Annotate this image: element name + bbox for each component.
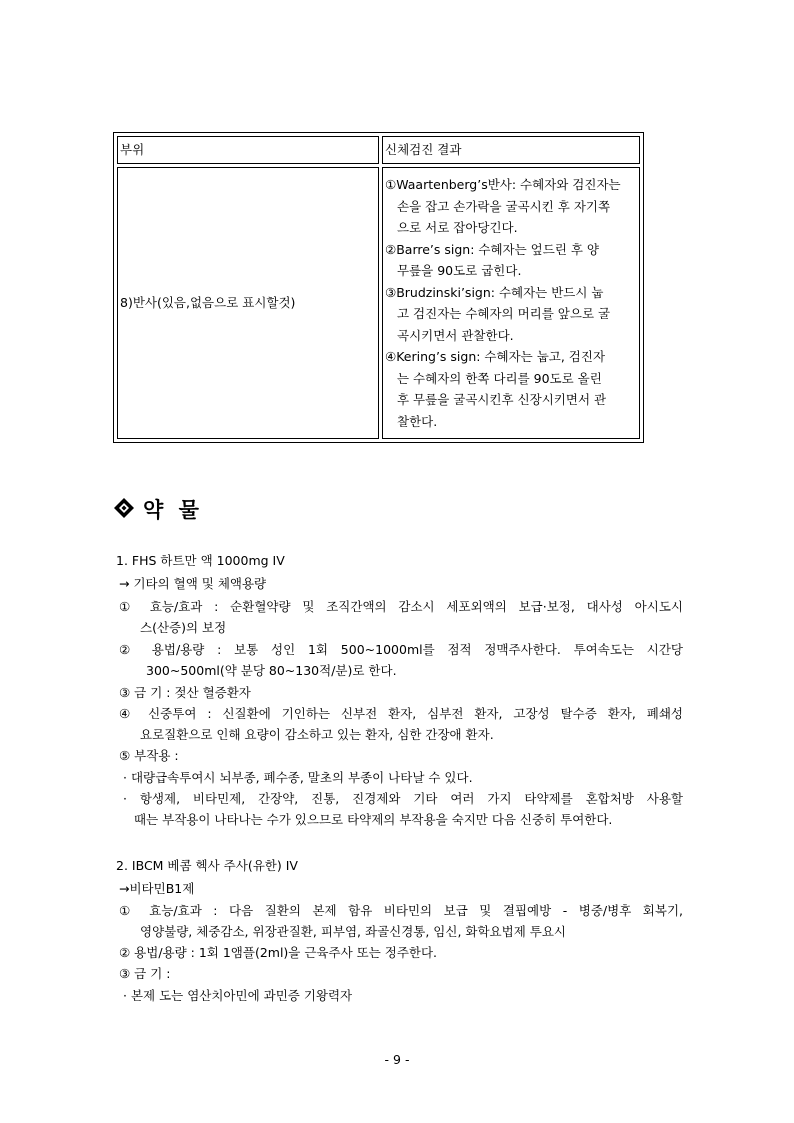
list-item-continuation: 고 검진자는 수혜자의 머리를 앞으로 굴 (397, 306, 611, 321)
section-title: 약 물 (143, 498, 203, 522)
table-cell-body-part: 8)반사(있음,없음으로 표시할것) (117, 167, 379, 439)
drug-2-title: 2. IBCM 베콤 헥사 주사(유한) IV (116, 858, 298, 873)
drug-1-effect-line-2: 스(산증)의 보정 (140, 620, 227, 635)
list-item-continuation: 찰한다. (397, 413, 438, 429)
section-heading (113, 494, 203, 524)
list-item-first-line: ④Kering’s sign: 수혜자는 눕고, 검진자 (385, 349, 606, 364)
drug-1-category: → 기타의 혈액 및 체액용량 (119, 576, 267, 591)
list-item-continuation: 무릎을 90도로 굽힌다. (397, 263, 522, 278)
list-item (385, 239, 637, 282)
drug-2-effect-line-2: 영양불량, 체중감소, 위장관질환, 피부염, 좌골신경통, 임신, 화학요법제 투요시 (140, 924, 566, 939)
list-item (385, 174, 637, 239)
drug-2-contraindication-a: · 본제 도는 염산치아민에 과민증 기왕력자 (123, 988, 353, 1003)
drug-2-category: →비타민B1제 (119, 881, 195, 896)
list-item-first-line: ③Brudzinski’sign: 수혜자는 반드시 눕 (385, 284, 604, 300)
drug-1-side-effect-b-line-2: 때는 부작용이 나타나는 수가 있으므로 타약제의 부작용을 숙지만 다음 신중히 투여한다. (134, 812, 613, 827)
drug-1-side-effect-b-line-1: · 항생제, 비타민제, 간장약, 진통, 진경제와 기타 여러 가지 타약제를 혼합처방 사용할 (123, 791, 683, 806)
table-header-body-part: 부위 (117, 136, 379, 164)
table-header-exam-result: 신체검진 결과 (382, 136, 640, 164)
list-item-first-line: ①Waartenberg’s반사: 수혜자와 검진자는 (385, 177, 621, 192)
drug-1-dosage-line-1: ② 용법/용량 : 보통 성인 1회 500~1000ml를 점적 정맥주사한다. 투여속도는 시간당 (119, 642, 683, 657)
diamond-bullet-icon (113, 497, 135, 519)
drug-2-contraindication: ③ 금 기 : (119, 966, 171, 981)
list-item-continuation: 손을 잡고 손가락을 굴곡시킨 후 자기쪽 (397, 198, 611, 214)
table-cell-exam-result (382, 167, 640, 439)
table-row (117, 167, 640, 439)
list-item-continuation: 후 무릎을 굴곡시킨후 신장시키면서 관 (397, 392, 607, 407)
drug-1-contraindication: ③ 금 기 : 젖산 혈증환자 (119, 685, 251, 700)
list-item-continuation: 으로 서로 잡아당긴다. (397, 220, 518, 235)
physical-exam-table (113, 132, 644, 443)
list-item-continuation: 곡시키면서 관찰한다. (397, 327, 514, 343)
drug-2-effect-line-1: ① 효능/효과 : 다음 질환의 본제 함유 비타민의 보급 및 결핍예방 - 병중/병후 회복기, (119, 903, 683, 918)
reflex-list (385, 174, 637, 432)
list-item-first-line: ②Barre’s sign: 수혜자는 엎드린 후 양 (385, 241, 599, 257)
list-item-continuation: 는 수혜자의 한쪽 다리를 90도로 올린 (397, 370, 602, 386)
list-item (385, 282, 637, 347)
drug-2-dosage: ② 용법/용량 : 1회 1앰플(2ml)을 근육주사 또는 정주한다. (119, 945, 438, 960)
table-header-row (117, 136, 640, 164)
drug-1-caution-line-2: 요로질환으로 인해 요량이 감소하고 있는 환자, 심한 간장애 환자. (140, 727, 494, 742)
drug-1-side-effect-a: · 대량급속투여시 뇌부종, 폐수종, 말초의 부종이 나타날 수 있다. (123, 770, 473, 785)
drug-1-side-effects: ⑤ 부작용 : (119, 748, 179, 763)
page-number: - 9 - (384, 1052, 410, 1067)
drug-1-title: 1. FHS 하트만 액 1000mg IV (116, 553, 285, 568)
list-item (385, 346, 637, 432)
drug-1-dosage-line-2: 300~500ml(약 분당 80~130적/분)로 한다. (146, 663, 397, 678)
drug-1-caution-line-1: ④ 신중투여 : 신질환에 기인하는 신부전 환자, 심부전 환자, 고장성 탈수증 환자, 폐쇄성 (119, 706, 683, 721)
drug-1-effect-line-1: ① 효능/효과 : 순환혈약량 및 조직간액의 감소시 세포외액의 보급·보정, 대사성 아시도시 (119, 599, 683, 614)
